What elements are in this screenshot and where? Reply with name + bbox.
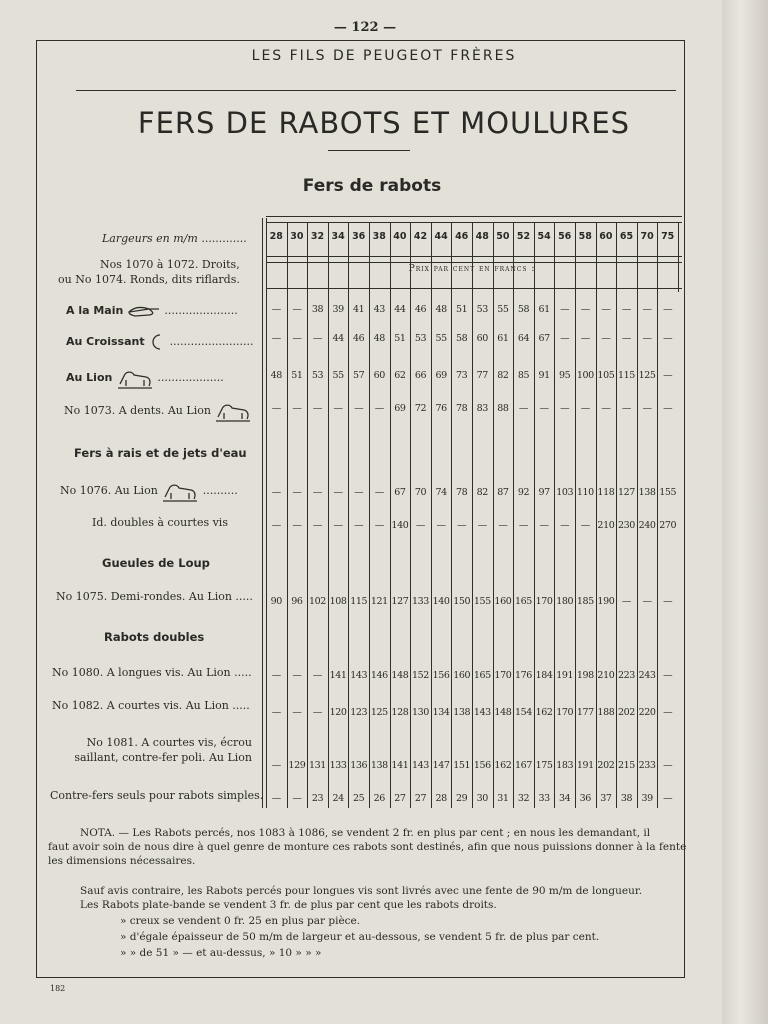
column-header: 42	[413, 231, 428, 242]
price-cell: —	[312, 333, 323, 344]
note-line: » d'égale épaisseur de 50 m/m de largeur et au-dessous, se vendent 5 fr. de plus par cent.	[120, 931, 600, 943]
price-cell: 130	[412, 707, 429, 718]
price-cell: 29	[456, 793, 468, 804]
price-cell: 146	[370, 670, 388, 681]
price-cell: —	[621, 333, 632, 344]
price-cell: —	[560, 333, 570, 344]
price-cell: —	[580, 520, 590, 531]
table-rule	[266, 216, 682, 217]
price-cell: —	[292, 304, 302, 315]
price-cell: —	[312, 670, 323, 681]
price-cell: 90	[270, 596, 282, 607]
crescent-icon	[148, 333, 166, 351]
price-cell: 24	[332, 793, 344, 804]
price-cell: 191	[556, 670, 574, 681]
price-cell: —	[312, 707, 323, 718]
price-cell: —	[312, 403, 323, 414]
head-line-2: ou No 1074. Ronds, dits riflards.	[58, 273, 240, 286]
price-cell: 44	[394, 304, 406, 315]
price-cell: 160	[453, 670, 471, 681]
price-cell: —	[663, 760, 673, 771]
price-cell: 58	[517, 304, 530, 315]
price-cell: —	[663, 403, 673, 414]
price-cell: 91	[538, 370, 550, 381]
price-cell: 128	[391, 707, 409, 718]
price-cell: —	[663, 707, 673, 718]
price-cell: 46	[353, 333, 365, 344]
lion-icon	[116, 366, 154, 390]
column-header: 32	[310, 231, 325, 242]
price-cell: 156	[473, 760, 491, 771]
price-cell: 140	[391, 520, 409, 531]
page-edge	[722, 0, 768, 1024]
price-cell: 102	[309, 596, 326, 607]
price-cell: 55	[332, 370, 344, 381]
price-cell: 176	[515, 670, 532, 681]
price-cell: 74	[435, 487, 447, 498]
price-cell: 77	[476, 370, 488, 381]
price-cell: 53	[414, 333, 427, 344]
price-cell: —	[621, 596, 632, 607]
price-cell: 53	[476, 304, 488, 315]
price-cell: 44	[332, 333, 344, 344]
subtitle: Fers de rabots	[302, 176, 442, 196]
price-cell: 46	[414, 304, 427, 315]
price-cell: 120	[329, 707, 347, 718]
price-cell: —	[477, 520, 487, 531]
note-line: NOTA. — Les Rabots percés, nos 1083 à 1086, se vendent 2 fr. en plus par cent ; en nous les demandant, il	[80, 827, 651, 839]
price-cell: 136	[350, 760, 368, 771]
price-cell: 115	[618, 370, 635, 381]
price-cell: 141	[391, 760, 409, 771]
price-cell: —	[271, 670, 281, 681]
price-cell: 95	[559, 370, 571, 381]
price-cell: —	[642, 403, 652, 414]
note-line: Les Rabots plate-bande se vendent 3 fr. de plus par cent que les rabots droits.	[80, 899, 497, 911]
price-cell: —	[333, 520, 343, 531]
section-gueules: Gueules de Loup	[102, 556, 210, 570]
price-unit-label: Prix par cent en francs :	[408, 264, 536, 274]
price-cell: 233	[638, 760, 656, 771]
price-cell: —	[292, 793, 302, 804]
price-cell: —	[312, 487, 323, 498]
price-cell: 61	[538, 304, 550, 315]
column-header: 36	[352, 231, 366, 242]
price-cell: 210	[597, 520, 615, 531]
column-header: 70	[640, 231, 654, 242]
price-cell: —	[642, 333, 652, 344]
price-cell: 27	[414, 793, 427, 804]
price-cell: —	[292, 707, 302, 718]
price-cell: 210	[597, 670, 615, 681]
price-cell: 64	[517, 333, 530, 344]
price-cell: 55	[497, 304, 509, 315]
price-cell: —	[642, 596, 652, 607]
price-cell: 61	[497, 333, 509, 344]
price-cell: 180	[556, 596, 574, 607]
note-line: » » de 51 » — et au-dessus, » 10 » » »	[120, 947, 322, 959]
price-cell: 62	[394, 370, 406, 381]
price-cell: 270	[659, 520, 677, 531]
price-cell: 143	[350, 670, 368, 681]
price-cell: —	[601, 304, 611, 315]
price-cell: 55	[435, 333, 447, 344]
price-cell: 110	[576, 487, 594, 498]
price-cell: —	[642, 304, 652, 315]
price-cell: —	[354, 520, 364, 531]
price-cell: 34	[559, 793, 571, 804]
price-cell: 83	[476, 403, 488, 414]
page-number: — 122 —	[333, 20, 397, 35]
column-header: 48	[475, 231, 489, 242]
price-cell: 220	[638, 707, 656, 718]
row-label-1073: No 1073. A dents. Au Lion	[64, 399, 252, 423]
price-cell: 58	[456, 333, 468, 344]
price-cell: —	[580, 333, 590, 344]
row-label-1082: No 1082. A courtes vis. Au Lion .....	[52, 699, 250, 712]
price-cell: 43	[373, 304, 385, 315]
row-label-1081: No 1081. A courtes vis, écrou saillant, contre-fer poli. Au Lion	[74, 736, 252, 764]
price-cell: 138	[638, 487, 656, 498]
price-cell: 31	[497, 793, 509, 804]
title-underline	[328, 150, 410, 151]
price-cell: 82	[497, 370, 509, 381]
price-cell: 165	[473, 670, 491, 681]
price-cell: 134	[432, 707, 450, 718]
price-cell: —	[312, 520, 323, 531]
price-cell: 60	[373, 370, 385, 381]
price-cell: —	[580, 403, 590, 414]
row-label-croissant: Au Croissant ........................	[66, 333, 254, 351]
price-cell: 202	[618, 707, 635, 718]
price-cell: —	[663, 370, 673, 381]
price-cell: —	[560, 520, 570, 531]
price-cell: 28	[435, 793, 447, 804]
column-header: 75	[661, 231, 675, 242]
price-cell: 140	[432, 596, 450, 607]
price-cell: 184	[535, 670, 553, 681]
price-cell: 88	[497, 403, 509, 414]
price-cell: —	[271, 487, 281, 498]
price-cell: —	[560, 403, 570, 414]
price-cell: —	[518, 403, 529, 414]
price-cell: 148	[391, 670, 409, 681]
price-cell: 125	[370, 707, 388, 718]
price-cell: 51	[456, 304, 468, 315]
head-line-1: Nos 1070 à 1072. Droits,	[100, 258, 240, 271]
column-header: 38	[372, 231, 386, 242]
section-doubles: Rabots doubles	[104, 630, 205, 644]
price-cell: 167	[515, 760, 532, 771]
price-cell: —	[271, 520, 281, 531]
company-name: LES FILS DE PEUGEOT FRÈRES	[251, 48, 517, 64]
price-cell: 51	[394, 333, 406, 344]
price-cell: —	[663, 304, 673, 315]
price-cell: —	[601, 403, 611, 414]
price-cell: —	[498, 520, 508, 531]
row-label-lion: Au Lion ...................	[66, 366, 224, 390]
section-rais: Fers à rais et de jets d'eau	[74, 446, 247, 460]
price-cell: —	[539, 520, 549, 531]
price-cell: 138	[370, 760, 388, 771]
price-cell: 129	[288, 760, 306, 771]
price-cell: 25	[353, 793, 365, 804]
main-title: FERS DE RABOTS ET MOULURES	[137, 106, 631, 140]
price-cell: 67	[394, 487, 406, 498]
price-cell: 105	[597, 370, 615, 381]
price-cell: 60	[476, 333, 488, 344]
column-header: 60	[599, 231, 613, 242]
price-cell: 160	[494, 596, 512, 607]
price-cell: 97	[538, 487, 550, 498]
price-cell: 72	[414, 403, 427, 414]
column-header: 28	[269, 231, 283, 242]
price-cell: 155	[473, 596, 491, 607]
price-cell: 151	[453, 760, 471, 771]
column-header: 56	[558, 231, 572, 242]
price-cell: 87	[497, 487, 509, 498]
price-cell: —	[354, 403, 364, 414]
price-cell: —	[271, 333, 281, 344]
price-cell: 85	[517, 370, 530, 381]
price-cell: 69	[435, 370, 447, 381]
price-cell: 78	[456, 487, 468, 498]
price-cell: 127	[391, 596, 409, 607]
price-cell: —	[601, 333, 611, 344]
price-cell: 150	[453, 596, 471, 607]
price-cell: 155	[659, 487, 677, 498]
column-header: 40	[393, 231, 407, 242]
price-cell: 143	[473, 707, 491, 718]
price-cell: —	[271, 760, 281, 771]
price-cell: 240	[638, 520, 656, 531]
price-cell: —	[292, 487, 302, 498]
price-cell: —	[663, 596, 673, 607]
price-cell: —	[374, 520, 384, 531]
price-cell: 37	[600, 793, 612, 804]
price-cell: —	[663, 793, 673, 804]
price-cell: —	[354, 487, 364, 498]
price-cell: 243	[638, 670, 656, 681]
price-cell: —	[518, 520, 529, 531]
column-header: 46	[455, 231, 469, 242]
price-cell: —	[621, 403, 632, 414]
price-cell: 127	[618, 487, 635, 498]
price-cell: 175	[535, 760, 553, 771]
price-cell: 38	[311, 304, 324, 315]
price-cell: 32	[517, 793, 530, 804]
price-cell: 78	[456, 403, 468, 414]
column-header: 54	[537, 231, 551, 242]
row-label-contre-fers: Contre-fers seuls pour rabots simples.	[50, 789, 264, 802]
price-cell: 67	[538, 333, 550, 344]
price-cell: —	[663, 670, 673, 681]
price-cell: 198	[576, 670, 594, 681]
price-cell: 51	[291, 370, 303, 381]
price-cell: 162	[494, 760, 512, 771]
price-cell: —	[333, 487, 343, 498]
price-cell: 69	[394, 403, 406, 414]
price-cell: 48	[270, 370, 282, 381]
row-label-1080: No 1080. A longues vis. Au Lion .....	[52, 666, 252, 679]
row-label-1075: No 1075. Demi-rondes. Au Lion .....	[56, 590, 253, 603]
column-header: 65	[619, 231, 634, 242]
price-cell: —	[292, 403, 302, 414]
column-header: 52	[516, 231, 531, 242]
price-cell: —	[415, 520, 426, 531]
price-cell: —	[663, 333, 673, 344]
price-cell: 38	[620, 793, 633, 804]
price-cell: —	[539, 403, 549, 414]
price-cell: 27	[394, 793, 406, 804]
row-label-id: Id. doubles à courtes vis	[92, 516, 228, 529]
hand-icon	[127, 303, 161, 319]
price-cell: 165	[515, 596, 532, 607]
price-cell: 125	[638, 370, 656, 381]
note-line: les dimensions nécessaires.	[48, 855, 196, 867]
price-cell: —	[292, 670, 302, 681]
price-cell: —	[374, 487, 384, 498]
price-cell: 170	[494, 670, 512, 681]
price-cell: 48	[435, 304, 447, 315]
price-cell: —	[271, 707, 281, 718]
price-cell: 177	[576, 707, 594, 718]
price-cell: 141	[329, 670, 347, 681]
price-cell: 133	[412, 596, 429, 607]
note-line: faut avoir soin de nous dire à quel genre de monture ces rabots sont destinés, afin que nous puissions donner à la fente	[48, 841, 687, 853]
price-cell: 133	[329, 760, 347, 771]
price-cell: 73	[456, 370, 468, 381]
price-cell: 202	[597, 760, 615, 771]
price-cell: 188	[597, 707, 615, 718]
price-cell: 76	[435, 403, 447, 414]
price-cell: 39	[641, 793, 653, 804]
price-cell: 154	[515, 707, 532, 718]
price-cell: 92	[517, 487, 530, 498]
price-cell: 147	[432, 760, 450, 771]
price-cell: 215	[618, 760, 635, 771]
price-cell: 156	[432, 670, 450, 681]
price-cell: 53	[311, 370, 324, 381]
price-cell: 185	[576, 596, 594, 607]
price-cell: 70	[414, 487, 427, 498]
price-cell: —	[292, 520, 302, 531]
table-column-line	[678, 222, 679, 292]
price-cell: 190	[597, 596, 615, 607]
price-cell: 57	[353, 370, 365, 381]
lion-icon	[214, 399, 252, 423]
price-cell: 183	[556, 760, 574, 771]
price-cell: 39	[332, 304, 344, 315]
price-cell: 115	[350, 596, 368, 607]
column-header: 58	[578, 231, 592, 242]
row-label-main: A la Main .....................	[66, 304, 238, 317]
header-rule	[76, 90, 676, 91]
column-header: 50	[496, 231, 510, 242]
price-cell: 148	[494, 707, 512, 718]
note-line: » creux se vendent 0 fr. 25 en plus par pièce.	[120, 915, 361, 927]
price-cell: —	[436, 520, 446, 531]
price-cell: —	[271, 403, 281, 414]
price-cell: —	[292, 333, 302, 344]
price-cell: 162	[535, 707, 553, 718]
price-cell: 108	[329, 596, 347, 607]
price-cell: 123	[350, 707, 368, 718]
column-header: 30	[290, 231, 304, 242]
price-cell: 26	[373, 793, 385, 804]
price-cell: —	[621, 304, 632, 315]
price-cell: 82	[476, 487, 488, 498]
price-cell: —	[580, 304, 590, 315]
column-header: 44	[434, 231, 448, 242]
price-cell: —	[560, 304, 570, 315]
price-cell: —	[271, 304, 281, 315]
price-cell: 118	[597, 487, 615, 498]
price-cell: 66	[414, 370, 427, 381]
price-cell: 48	[373, 333, 385, 344]
footer-page-number: 182	[50, 984, 66, 993]
price-cell: 191	[576, 760, 594, 771]
price-cell: 152	[412, 670, 429, 681]
price-cell: —	[374, 403, 384, 414]
price-cell: 121	[370, 596, 388, 607]
table-left-line	[262, 218, 263, 808]
price-cell: 170	[535, 596, 553, 607]
price-cell: 223	[618, 670, 635, 681]
price-cell: 36	[579, 793, 591, 804]
price-cell: 138	[453, 707, 471, 718]
price-cell: 170	[556, 707, 574, 718]
price-cell: 23	[311, 793, 324, 804]
price-cell: 33	[538, 793, 550, 804]
price-cell: —	[333, 403, 343, 414]
lion-icon	[161, 479, 199, 503]
price-cell: 100	[576, 370, 594, 381]
price-cell: —	[271, 793, 281, 804]
price-cell: —	[457, 520, 467, 531]
price-cell: 131	[309, 760, 326, 771]
column-header: 34	[331, 231, 345, 242]
price-cell: 143	[412, 760, 429, 771]
widths-label: Largeurs en m/m .............	[102, 232, 247, 245]
price-cell: 230	[618, 520, 635, 531]
price-cell: 96	[291, 596, 303, 607]
note-line: Sauf avis contraire, les Rabots percés pour longues vis sont livrés avec une fente de 90 m/m de longueur.	[80, 885, 643, 897]
row-label-1076: No 1076. Au Lion ..........	[60, 479, 238, 503]
price-cell: 41	[353, 304, 365, 315]
price-cell: 103	[556, 487, 574, 498]
price-cell: 30	[476, 793, 488, 804]
